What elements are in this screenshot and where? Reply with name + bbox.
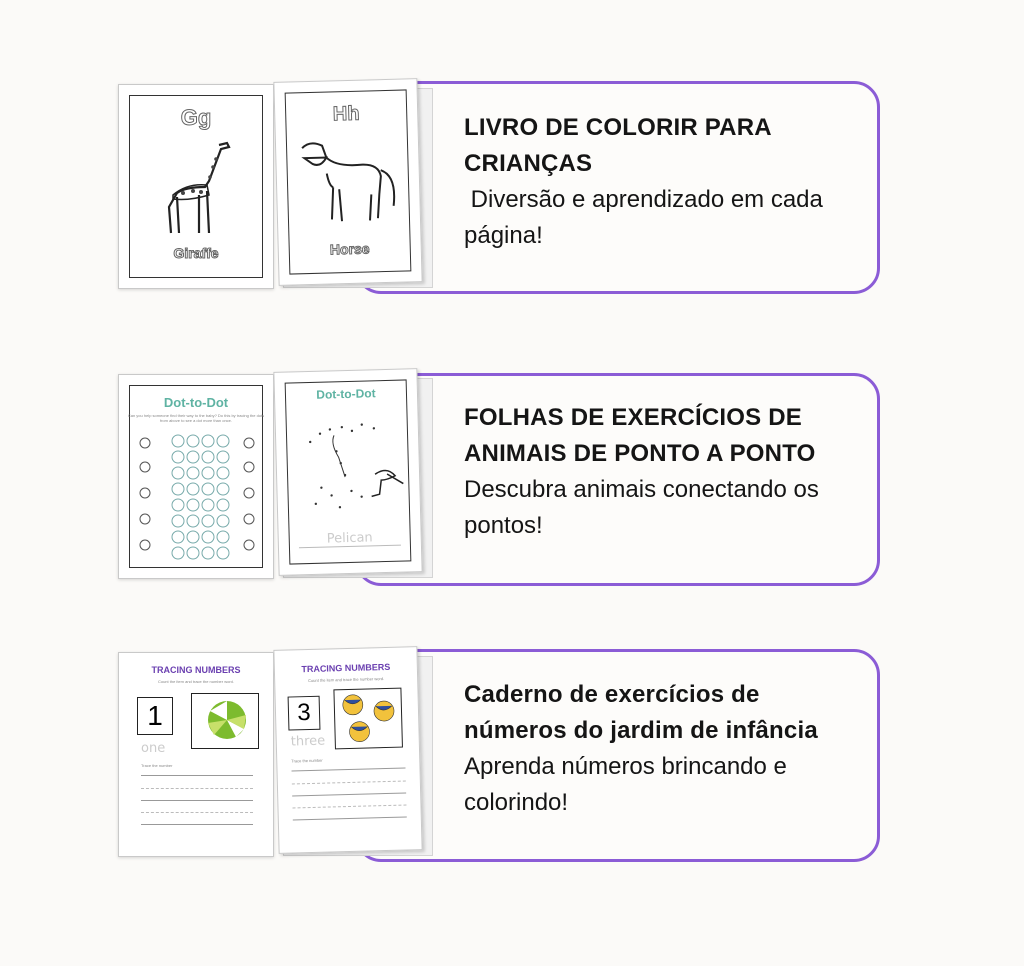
number-box — [137, 697, 173, 735]
feature-text-numbers — [464, 677, 864, 821]
page-word: Horse — [329, 240, 370, 258]
page-instructions: Can you help someone find their way to the baby? Do this by tracing the dots from above to see a dot more than once. — [127, 413, 265, 423]
page-word: one — [141, 741, 166, 756]
volleyball-icon — [338, 691, 397, 746]
trace-lines — [141, 775, 253, 834]
feature-title: FOLHAS DE EXERCÍCIOS DE ANIMAIS DE PONTO A PONTO — [464, 404, 816, 467]
page-title: TRACING NUMBERS — [301, 661, 391, 675]
page-number: 1 — [147, 700, 163, 731]
page-instructions: Count the item and trace the number word. — [308, 676, 385, 684]
feature-title: LIVRO DE COLORIR PARA CRIANÇAS — [464, 114, 771, 177]
tracing-numbers-preview — [118, 652, 436, 857]
page-title: Dot-to-Dot — [316, 386, 376, 402]
number-box — [288, 696, 321, 731]
horse-icon — [292, 136, 404, 229]
giraffe-icon — [155, 137, 239, 237]
feature-text-dot-to-dot — [464, 400, 864, 544]
feature-description: Diversão e aprendizado em cada página! — [464, 186, 830, 249]
page-instructions: Count the item and trace the number word. — [157, 679, 235, 684]
dot-grid — [133, 431, 261, 561]
image-box — [333, 688, 403, 750]
page-letter: Gg — [180, 105, 212, 130]
page-title: TRACING NUMBERS — [151, 665, 241, 675]
feature-description: Descubra animais conectando os pontos! — [464, 476, 826, 539]
book-page-left — [118, 84, 274, 289]
book-page-left — [118, 652, 274, 857]
page-word: Pelican — [299, 530, 401, 549]
page-title: Dot-to-Dot — [163, 395, 229, 410]
beach-ball-icon — [206, 699, 248, 741]
image-box — [191, 693, 259, 749]
trace-label: Trace the number — [141, 763, 173, 768]
feature-text-coloring — [464, 110, 864, 254]
book-page-right — [273, 78, 422, 286]
book-page-right — [273, 368, 422, 576]
page-letter: Hh — [332, 102, 360, 126]
feature-description: Aprenda números brincando e colorindo! — [464, 753, 794, 816]
page-number: 3 — [296, 698, 312, 727]
book-page-right — [273, 646, 422, 854]
page-word: Giraffe — [173, 245, 219, 261]
page-word: three — [290, 733, 326, 750]
book-page-left — [118, 374, 274, 579]
trace-lines — [292, 768, 408, 830]
dot-to-dot-preview — [118, 374, 436, 579]
pelican-icon — [289, 409, 408, 522]
trace-label: Trace the number — [291, 757, 323, 764]
coloring-book-preview — [118, 84, 436, 289]
feature-title: Caderno de exercícios de números do jardim de infância — [464, 681, 818, 744]
